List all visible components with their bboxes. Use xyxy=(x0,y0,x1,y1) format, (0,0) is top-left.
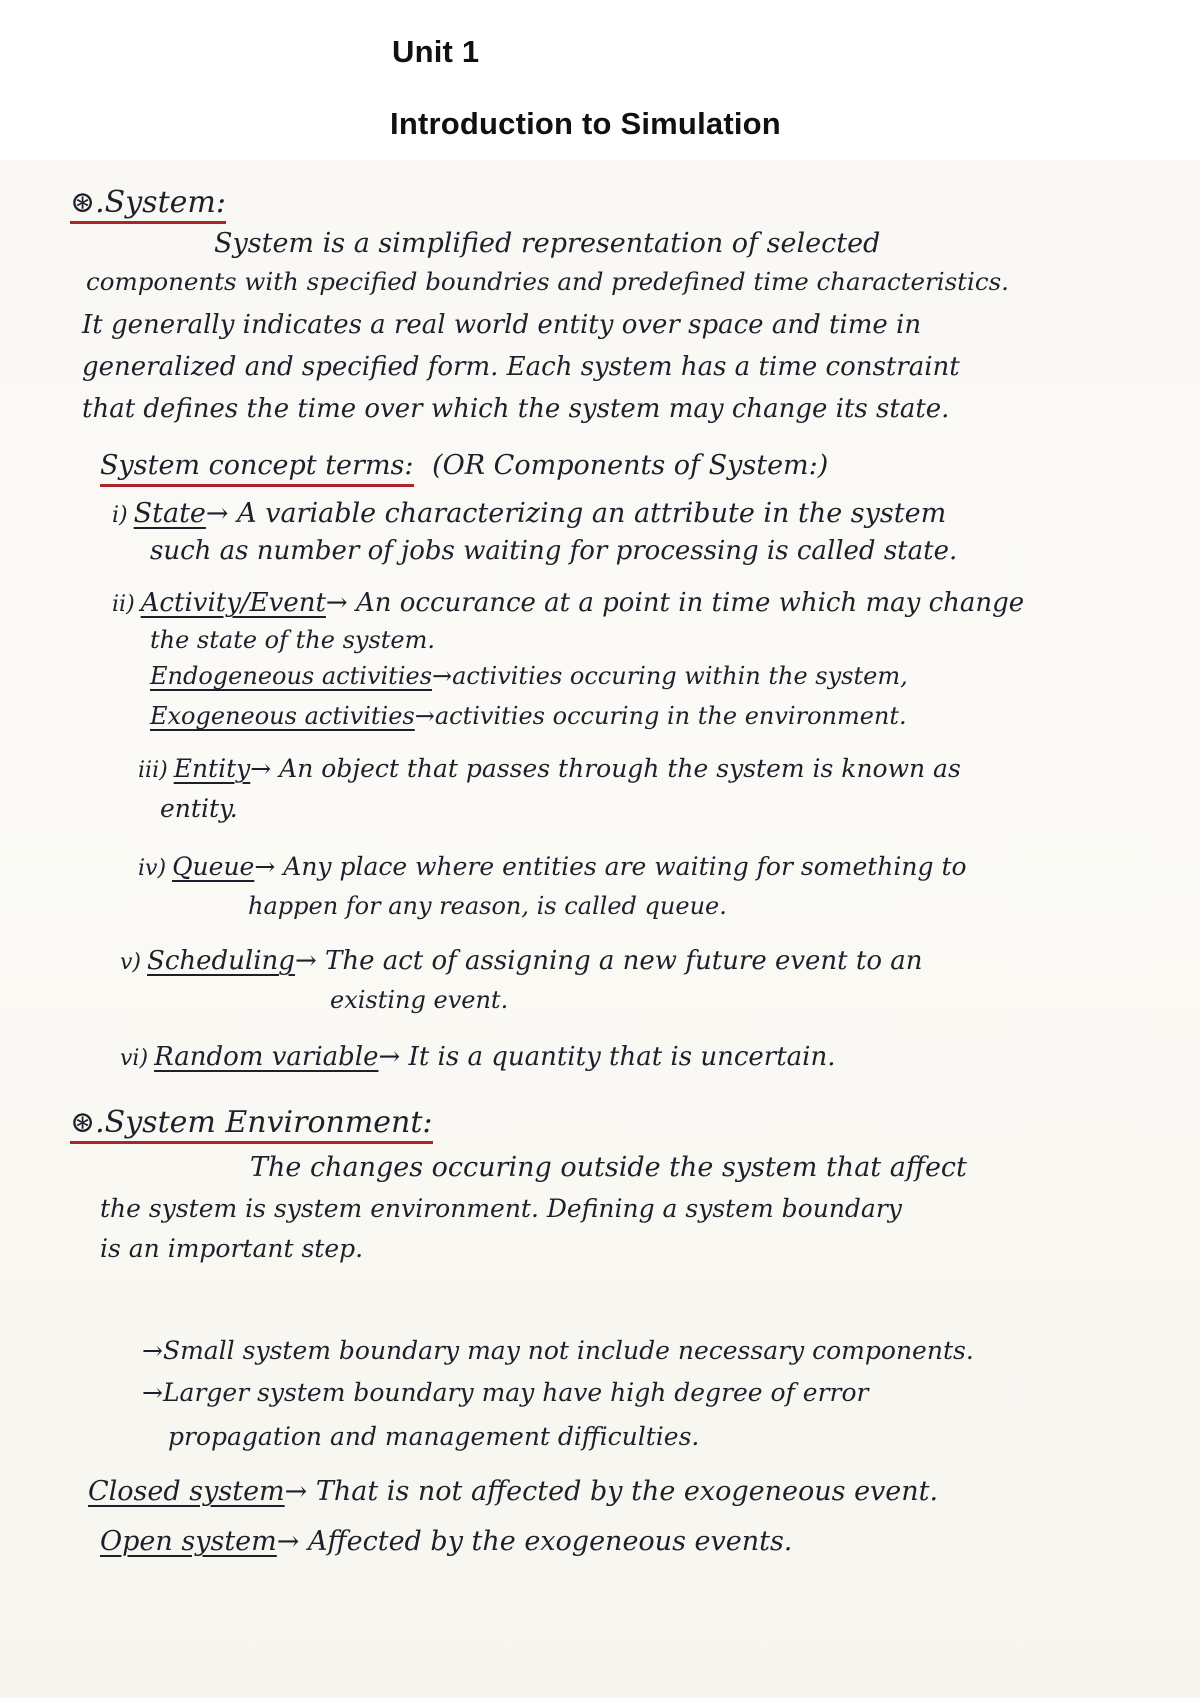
arrow-icon: → xyxy=(414,702,435,730)
page-title: Introduction to Simulation xyxy=(390,106,781,141)
term-marker: iv) xyxy=(138,856,167,881)
term-label: Scheduling xyxy=(147,946,295,976)
term-label: State xyxy=(133,498,206,529)
arrow-icon: → xyxy=(250,754,272,783)
environment-heading: ⊛.System Environment: xyxy=(70,1108,433,1144)
term-entity-row xyxy=(138,756,961,782)
term-label: Queue xyxy=(172,852,255,881)
term-label: Random variable xyxy=(154,1042,379,1072)
term-label: Activity/Event xyxy=(140,588,326,618)
printed-header xyxy=(0,0,1200,170)
unit-title: Unit 1 xyxy=(392,34,480,69)
closed-system-term: Closed system xyxy=(88,1476,285,1507)
term-activity-row xyxy=(112,590,1024,616)
environment-bullet-2: →Larger system boundary may have high degree of error xyxy=(142,1378,869,1407)
exogeneous-text: activities occuring in the environment. xyxy=(434,702,907,730)
term-definition: An occurance at a point in time which may change xyxy=(355,588,1025,618)
environment-bullet-1: →Small system boundary may not include necessary components. xyxy=(142,1336,974,1365)
arrow-icon: → xyxy=(294,946,317,976)
system-heading: ⊛.System: xyxy=(70,188,226,224)
closed-system-row xyxy=(88,1478,938,1505)
term-queue-continuation: happen for any reason, is called queue. xyxy=(248,892,727,920)
system-line-5: that defines the time over which the system may change its state. xyxy=(82,394,950,424)
term-state-row xyxy=(112,500,946,527)
environment-bullet-2-continuation: propagation and management difficulties. xyxy=(168,1422,700,1451)
term-activity-continuation: the state of the system. xyxy=(150,626,435,654)
term-random-variable-row xyxy=(120,1044,836,1070)
term-marker: vi) xyxy=(120,1046,149,1071)
term-marker: i) xyxy=(112,503,128,528)
arrow-icon: → xyxy=(432,662,453,690)
term-definition: An object that passes through the system is known as xyxy=(279,754,961,783)
arrow-icon: → xyxy=(276,1526,300,1557)
endogeneous-row xyxy=(150,664,908,688)
term-state-continuation: such as number of jobs waiting for processing is called state. xyxy=(150,536,958,566)
term-definition: A variable characterizing an attribute in the system xyxy=(237,498,947,529)
handwritten-notes-page xyxy=(0,160,1200,1698)
endogeneous-text: activities occuring within the system, xyxy=(452,662,908,690)
term-marker: iii) xyxy=(138,758,168,783)
closed-system-text: That is not affected by the exogeneous event. xyxy=(315,1476,939,1507)
arrow-icon: → xyxy=(205,498,229,529)
exogeneous-term: Exogeneous activities xyxy=(150,702,415,730)
open-system-row xyxy=(100,1528,792,1555)
term-definition: The act of assigning a new future event to an xyxy=(325,946,923,976)
arrow-icon: → xyxy=(254,852,276,881)
term-marker: ii) xyxy=(112,592,135,617)
open-system-term: Open system xyxy=(100,1526,277,1557)
endogeneous-term: Endogeneous activities xyxy=(150,662,433,690)
term-definition: It is a quantity that is uncertain. xyxy=(408,1042,836,1072)
system-line-1: System is a simplified representation of selected xyxy=(214,228,881,259)
arrow-icon: → xyxy=(284,1476,308,1507)
open-system-text: Affected by the exogeneous events. xyxy=(307,1526,793,1557)
environment-line-1: The changes occuring outside the system that affect xyxy=(250,1152,967,1183)
concept-note: (OR Components of System:) xyxy=(432,450,829,481)
term-scheduling-continuation: existing event. xyxy=(330,986,509,1014)
term-queue-row xyxy=(138,854,967,880)
term-marker: v) xyxy=(120,950,142,975)
term-entity-continuation: entity. xyxy=(160,794,238,823)
arrow-icon: → xyxy=(325,588,348,618)
system-line-4: generalized and specified form. Each system has a time constraint xyxy=(82,352,960,382)
term-definition: Any place where entities are waiting for something to xyxy=(283,852,967,881)
environment-line-3: is an important step. xyxy=(100,1234,364,1263)
system-line-3: It generally indicates a real world entity over space and time in xyxy=(82,310,922,340)
concept-heading-row xyxy=(100,452,828,479)
concept-heading: System concept terms: xyxy=(100,450,414,487)
exogeneous-row xyxy=(150,704,907,728)
environment-line-2: the system is system environment. Defining a system boundary xyxy=(100,1194,902,1223)
term-label: Entity xyxy=(173,754,251,783)
system-line-2: components with specified boundries and predefined time characteristics. xyxy=(86,267,1009,296)
term-scheduling-row xyxy=(120,948,923,974)
arrow-icon: → xyxy=(378,1042,401,1072)
